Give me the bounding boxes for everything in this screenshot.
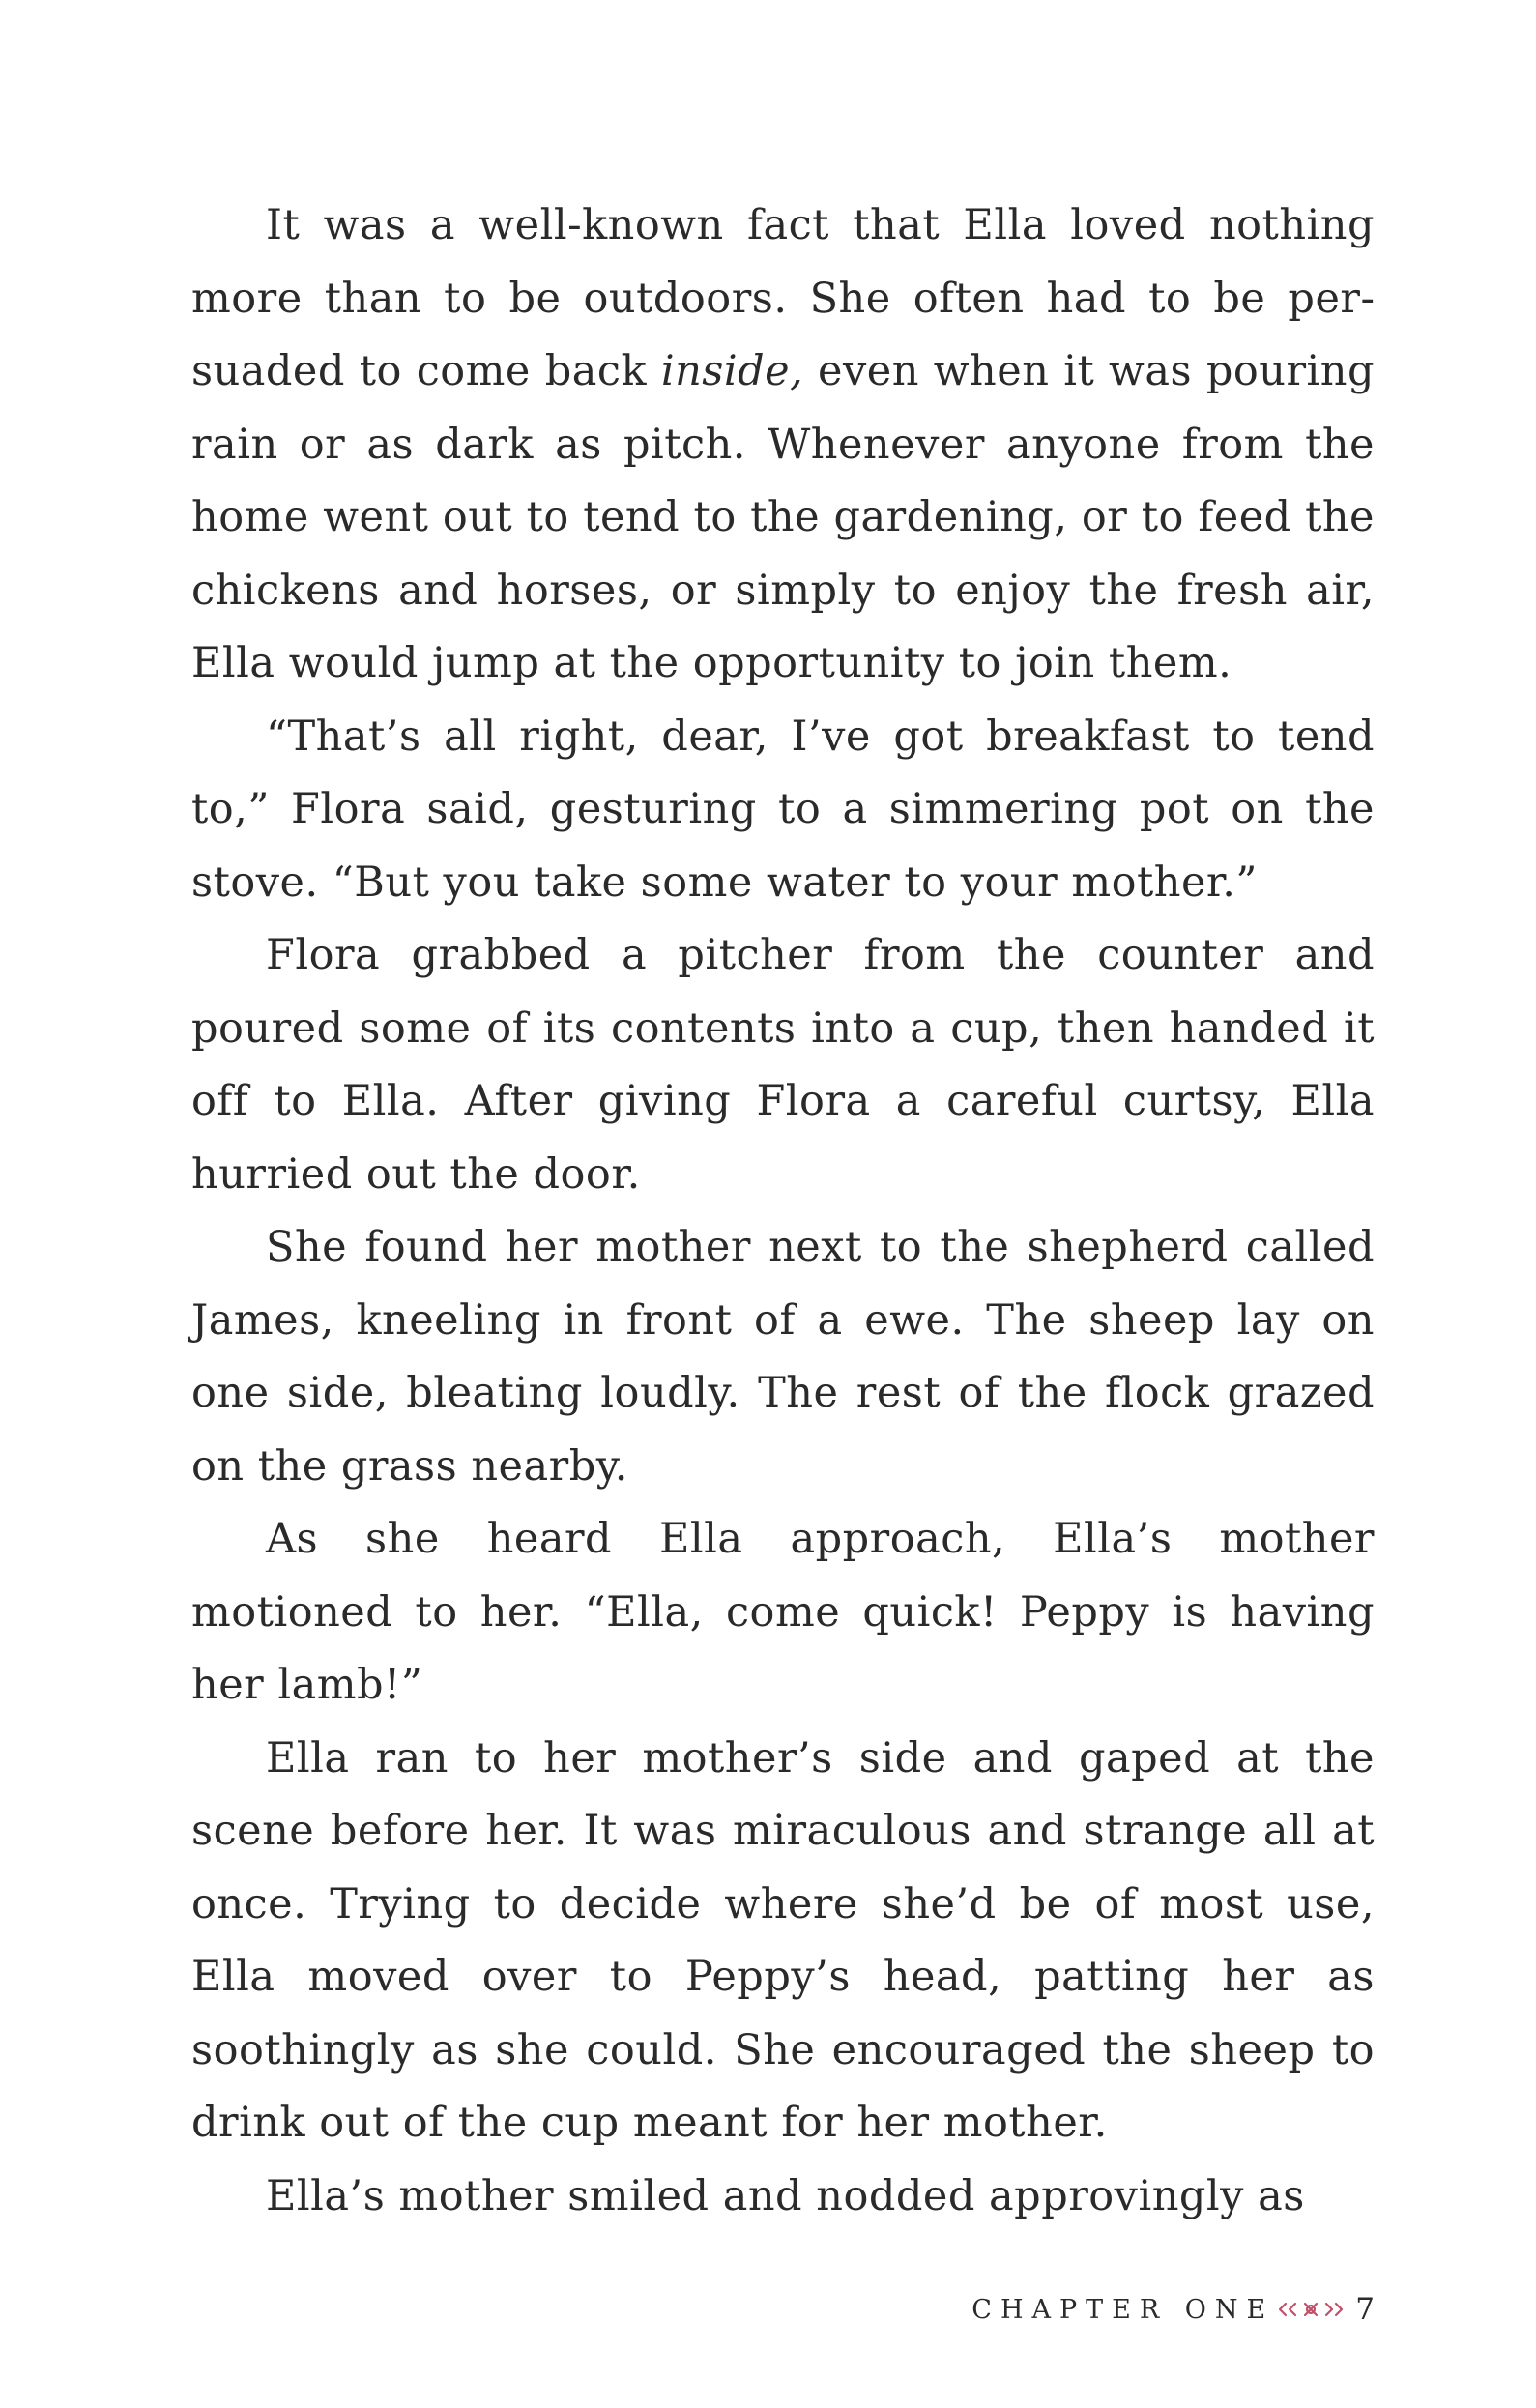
floral-ornament-icon (1278, 2298, 1344, 2321)
paragraph-7: Ella’s mother smiled and nodded approvingly as (266, 2171, 1305, 2220)
body-text (191, 189, 1375, 2233)
paragraph-4: She found her mother next to the shepherd called James, kneeling in front of a ewe. The sheep lay on one side, bleating loudly. The rest of the flock grazed on the grass nearby. (191, 1223, 1375, 1491)
paragraph-3: Flora grabbed a pitcher from the counter and poured some of its contents into a cup, then handed it off to Ella. After giving Flora a careful curtsy, Ella hurried out the door. (191, 931, 1375, 1199)
paragraph-1: It was a well-known fact that Ella loved nothing more than to be outdoors. She often had to be persuaded to come back inside, even when it was pouring rain or as dark as pitch. Whenever anyone from the home went out to tend to the gardening, or to feed the chickens and horses, or simply to enjoy the fresh air, Ella would jump at the opportunity to join them. (191, 201, 1375, 687)
emphasis: inside, (660, 347, 804, 395)
paragraph-2: “That’s all right, dear, I’ve got breakfast to tend to,” Flora said, gesturing to a simmering pot on the stove. “But you take some water to your mother.” (191, 711, 1375, 907)
paragraph-6: Ella ran to her mother’s side and gaped at the scene before her. It was miraculous and strange all at once. Trying to decide where she’d be of most use, Ella moved over to Peppy’s head, patting her as soothingly as she could. She encouraged the sheep to drink out of the cup meant for her mother. (191, 1733, 1375, 2147)
chapter-label: CHAPTER ONE (971, 2294, 1275, 2325)
running-footer (947, 2285, 1375, 2334)
paragraph-5: As she heard Ella approach, Ella’s mother motioned to her. “Ella, come quick! Peppy is having her lamb!” (191, 1515, 1375, 1709)
page-number: 7 (1355, 2292, 1375, 2327)
